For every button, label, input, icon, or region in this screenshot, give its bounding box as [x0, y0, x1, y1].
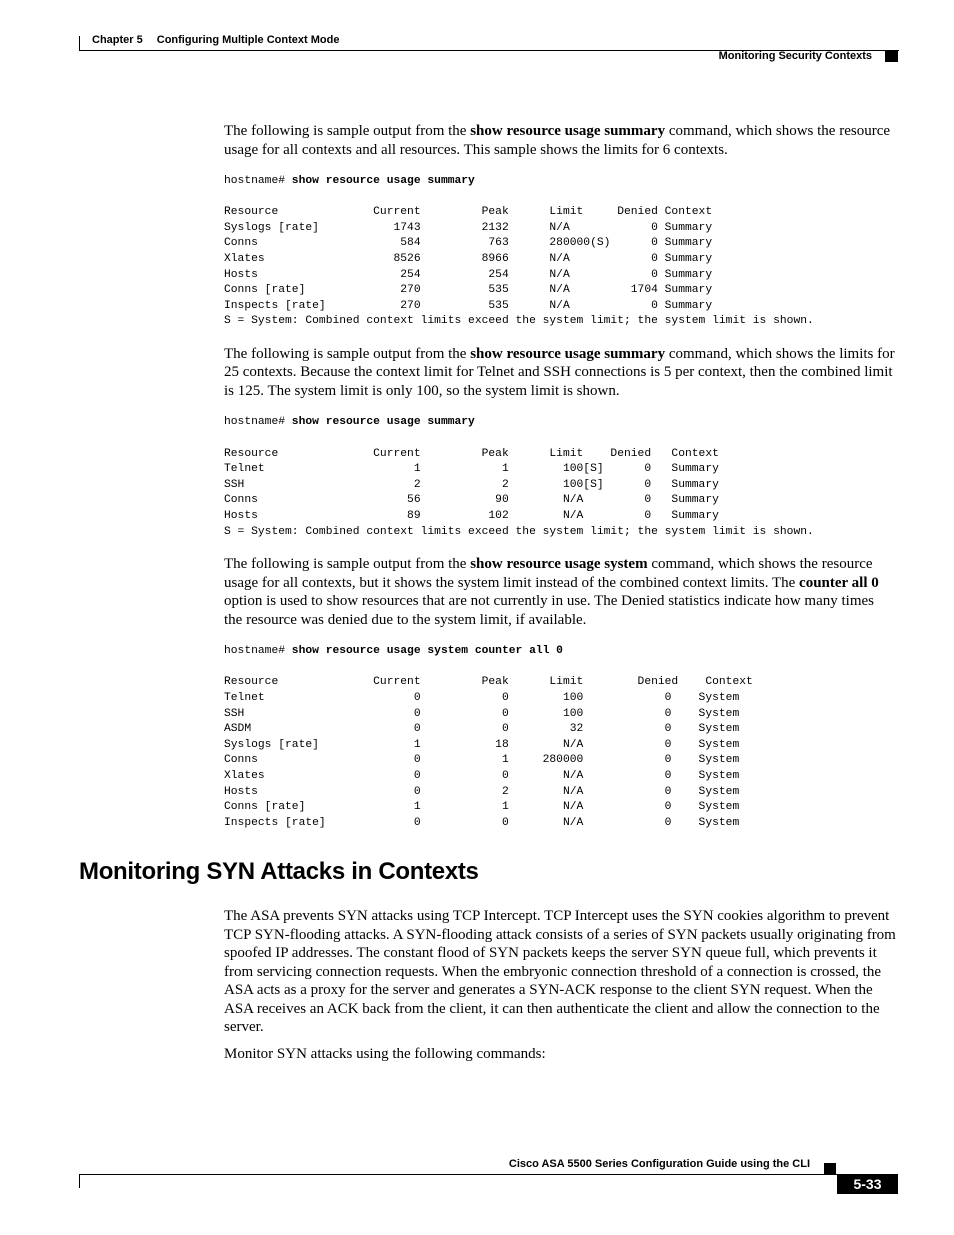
- chapter-title: Configuring Multiple Context Mode: [156, 34, 340, 46]
- block2-command-line: [224, 415, 896, 431]
- block1-command: show resource usage summary: [291, 175, 475, 187]
- header-rule-vertical: [79, 36, 80, 50]
- output-line: Resource Current Peak Limit Denied Context: [224, 447, 719, 460]
- output-line: Inspects [rate] 0 0 N/A 0 System: [224, 816, 740, 829]
- output-line: ASDM 0 0 32 0 System: [224, 723, 740, 736]
- footer-rule: [79, 1174, 837, 1175]
- block2-intro-text-a: The following is sample output from the: [224, 345, 471, 362]
- footer-rule-vertical: [79, 1174, 80, 1188]
- block1-prompt: hostname#: [224, 175, 292, 187]
- chapter-label: Chapter 5: [92, 34, 143, 46]
- output-line: Conns 0 1 280000 0 System: [224, 754, 740, 767]
- output-line: Syslogs [rate] 1 18 N/A 0 System: [224, 738, 740, 751]
- block3-output: [224, 675, 896, 831]
- block3-intro-text-b: command, which shows the resource usage for all contexts, but it shows the system limit instead of the combined context limits. The: [224, 556, 873, 591]
- output-line: Hosts 0 2 N/A 0 System: [224, 785, 740, 798]
- output-line: Conns 56 90 N/A 0 Summary: [224, 494, 719, 507]
- block2-intro: [224, 345, 896, 401]
- block1-output: [224, 205, 896, 330]
- output-line: Inspects [rate] 270 535 N/A 0 Summary: [224, 299, 713, 312]
- output-line: Resource Current Peak Limit Denied Context: [224, 676, 753, 689]
- syn-monitor-line: Monitor SYN attacks using the following commands:: [224, 1045, 546, 1062]
- block1-intro-text-b: command, which shows the resource usage for all contexts and all resources. This sample shows the limits for 6 contexts.: [224, 123, 891, 158]
- block2-intro-text-b: command, which shows the limits for 25 contexts. Because the context limit for Telnet and SSH connections is 5 per context, then the combined limit is 125. The system limit is only 100, so the system limit is shown.: [224, 345, 895, 399]
- syn-section-body: The ASA prevents SYN attacks using TCP Intercept. TCP Intercept uses the SYN cookies algorithm to prevent TCP SYN-flooding attacks. A SYN-flooding attack consists of a series of SYN packets usually originating from spoofed IP addresses. The constant flood of SYN packets keeps the server SYN queue full, which prevents it from servicing connection requests. When the embryonic connection threshold of a connection is crossed, the ASA acts as a proxy for the server and generates a SYN-ACK response to the client SYN request. When the ASA receives an ACK back from the client, it can then authenticate the client and allow the connection to the server.: [224, 908, 896, 1035]
- block1-intro-text-a: The following is sample output from the: [224, 123, 471, 139]
- block3-intro-text-c: option is used to show resources that are not currently in use. The Denied statistics indicate how many times the resource was denied due to the system limit, if available.: [224, 593, 874, 628]
- block2-command: show resource usage summary: [291, 416, 475, 429]
- footer-marker-block: [824, 1163, 836, 1174]
- header-chapter: [92, 34, 339, 46]
- block3-command: show resource usage system counter all 0: [291, 645, 563, 658]
- block1-command-line: [224, 174, 896, 190]
- header-section-title: Monitoring Security Contexts: [718, 50, 872, 62]
- page-number: 5-33: [837, 1174, 898, 1194]
- header-marker-block: [885, 50, 898, 62]
- output-line: Telnet 1 1 100[S] 0 Summary: [224, 463, 719, 476]
- block2-prompt: hostname#: [224, 416, 292, 429]
- block3-intro-option: counter all 0: [799, 574, 879, 591]
- section-heading: Monitoring SYN Attacks in Contexts: [79, 858, 479, 885]
- output-line: Hosts 254 254 N/A 0 Summary: [224, 268, 713, 281]
- main-content: [224, 122, 896, 831]
- output-line: Hosts 89 102 N/A 0 Summary: [224, 510, 719, 522]
- output-line: Xlates 8526 8966 N/A 0 Summary: [224, 252, 713, 265]
- block3-intro-command: show resource usage system: [470, 556, 648, 573]
- block2-intro-command: show resource usage summary: [470, 345, 666, 362]
- block3-prompt: hostname#: [224, 645, 292, 658]
- output-line: SSH 0 0 100 0 System: [224, 707, 740, 720]
- output-line: Resource Current Peak Limit Denied Context: [224, 206, 713, 219]
- output-line: Syslogs [rate] 1743 2132 N/A 0 Summary: [224, 221, 713, 234]
- output-line: Conns [rate] 1 1 N/A 0 System: [224, 801, 740, 814]
- output-line: S = System: Combined context limits exceed the system limit; the system limit is shown.: [224, 525, 814, 538]
- output-line: Xlates 0 0 N/A 0 System: [224, 769, 740, 782]
- output-line: Conns 584 763 280000(S) 0 Summary: [224, 237, 713, 250]
- block1-intro: [224, 122, 896, 159]
- output-line: S = System: Combined context limits exceed the system limit; the system limit is shown.: [224, 315, 814, 328]
- output-line: Telnet 0 0 100 0 System: [224, 691, 740, 704]
- block2-output: [224, 447, 896, 541]
- block3-command-line: [224, 644, 896, 660]
- block3-intro-text-a: The following is sample output from the: [224, 556, 471, 573]
- output-line: Conns [rate] 270 535 N/A 1704 Summary: [224, 284, 713, 297]
- block1-intro-command: show resource usage summary: [470, 123, 666, 139]
- syn-section-content: [224, 907, 896, 1063]
- footer-guide-title: Cisco ASA 5500 Series Configuration Guide using the CLI: [508, 1158, 810, 1170]
- output-line: SSH 2 2 100[S] 0 Summary: [224, 478, 719, 491]
- block3-intro: [224, 555, 896, 629]
